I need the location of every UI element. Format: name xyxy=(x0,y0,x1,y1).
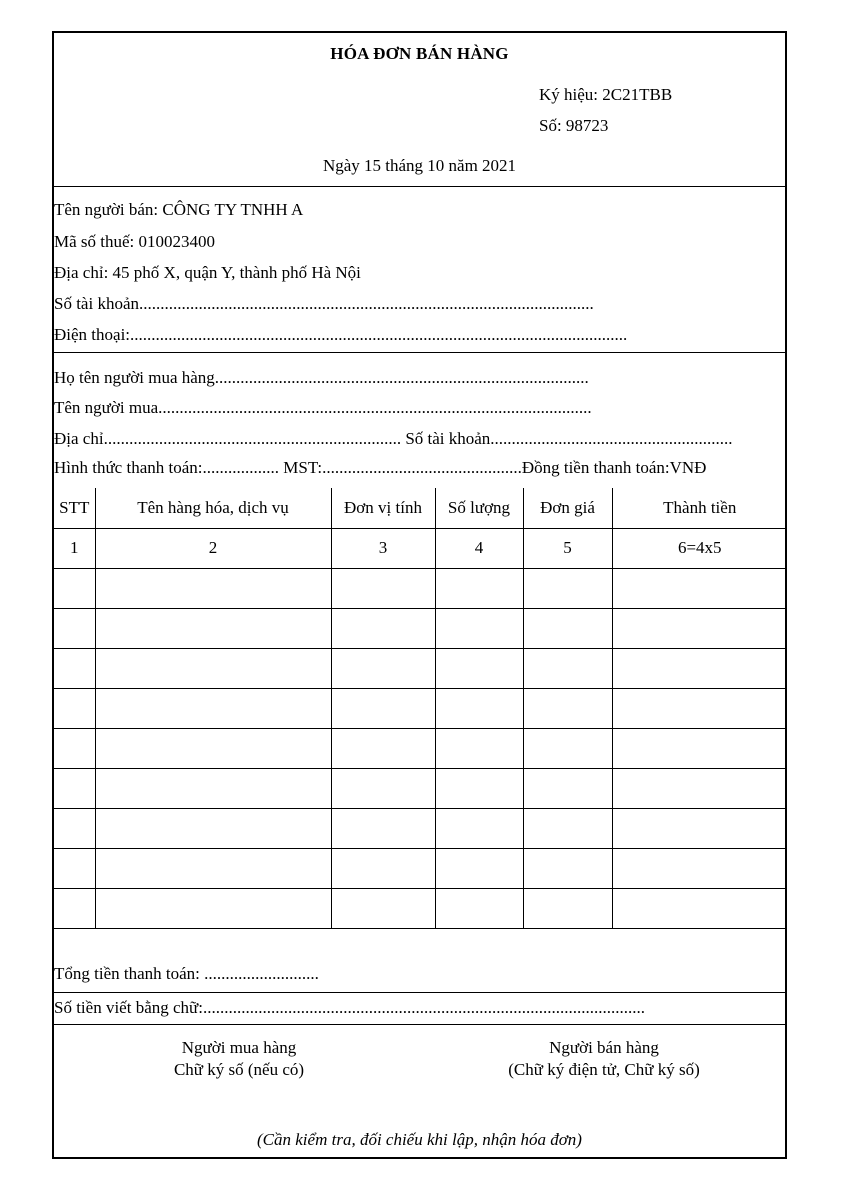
table-cell[interactable] xyxy=(612,648,787,688)
table-cell[interactable] xyxy=(435,848,523,888)
buyer-name: Tên người mua...................................................................................................... xyxy=(54,398,592,417)
seller-signature-sub: (Chữ ký điện tử, Chữ ký số) xyxy=(508,1060,700,1079)
table-cell[interactable] xyxy=(95,648,331,688)
table-cell[interactable] xyxy=(612,848,787,888)
table-row xyxy=(54,568,787,608)
column-header: Thành tiền xyxy=(612,488,787,528)
table-header-row xyxy=(54,488,787,528)
table-cell[interactable] xyxy=(523,688,612,728)
verification-note: (Cần kiểm tra, đối chiếu khi lập, nhận hóa đơn) xyxy=(257,1130,582,1149)
column-header: Đơn vị tính xyxy=(331,488,435,528)
table-cell[interactable] xyxy=(331,848,435,888)
amount-in-words: Số tiền viết bằng chữ:........................................................................................................ xyxy=(54,998,645,1017)
table-cell[interactable] xyxy=(331,648,435,688)
index-cell: 5 xyxy=(523,528,612,568)
table-index-row xyxy=(54,528,787,568)
table-cell[interactable] xyxy=(95,568,331,608)
table-cell[interactable] xyxy=(54,728,95,768)
table-cell[interactable] xyxy=(54,688,95,728)
table-row xyxy=(54,768,787,808)
table-cell[interactable] xyxy=(523,888,612,928)
table-cell[interactable] xyxy=(523,728,612,768)
table-cell[interactable] xyxy=(435,688,523,728)
table-cell[interactable] xyxy=(523,608,612,648)
invoice-form xyxy=(52,31,787,1159)
table-row xyxy=(54,888,787,928)
invoice-date: Ngày 15 tháng 10 năm 2021 xyxy=(322,156,517,175)
seller-name: Tên người bán: CÔNG TY TNHH A xyxy=(54,200,304,219)
buyer-full-name: Họ tên người mua hàng........................................................................................ xyxy=(54,368,589,387)
seller-account: Số tài khoản........................................................................................................... xyxy=(54,294,594,313)
buyer-address: Địa chỉ...................................................................... Số tài khoản......................................................... xyxy=(54,429,733,448)
seller-signature-title: Người bán hàng xyxy=(549,1038,659,1057)
table-cell[interactable] xyxy=(331,688,435,728)
table-row xyxy=(54,648,787,688)
table-cell[interactable] xyxy=(54,888,95,928)
table-cell[interactable] xyxy=(95,768,331,808)
table-cell[interactable] xyxy=(95,888,331,928)
table-cell[interactable] xyxy=(612,888,787,928)
table-cell[interactable] xyxy=(435,768,523,808)
index-cell: 3 xyxy=(331,528,435,568)
table-cell[interactable] xyxy=(95,848,331,888)
table-row xyxy=(54,608,787,648)
column-header: Số lượng xyxy=(435,488,523,528)
table-cell[interactable] xyxy=(54,848,95,888)
index-cell: 4 xyxy=(435,528,523,568)
table-row xyxy=(54,808,787,848)
invoice-symbol: Ký hiệu: 2C21TBB xyxy=(539,85,673,104)
items-table xyxy=(54,488,787,929)
table-cell[interactable] xyxy=(331,608,435,648)
table-cell[interactable] xyxy=(435,608,523,648)
buyer-signature-title: Người mua hàng xyxy=(181,1038,297,1057)
table-cell[interactable] xyxy=(331,728,435,768)
table-cell[interactable] xyxy=(95,688,331,728)
divider xyxy=(54,352,785,353)
table-cell[interactable] xyxy=(612,608,787,648)
table-cell[interactable] xyxy=(435,648,523,688)
column-header: STT xyxy=(54,488,95,528)
payment-info: Hình thức thanh toán:.................. MST:...............................................Đồng tiền thanh toán:VNĐ xyxy=(54,458,707,477)
table-cell[interactable] xyxy=(95,728,331,768)
invoice-number: Số: 98723 xyxy=(539,116,609,135)
table-cell[interactable] xyxy=(54,608,95,648)
invoice-title: HÓA ĐƠN BÁN HÀNG xyxy=(330,44,509,63)
seller-address: Địa chỉ: 45 phố X, quận Y, thành phố Hà Nội xyxy=(54,263,361,282)
table-cell[interactable] xyxy=(435,568,523,608)
table-cell[interactable] xyxy=(331,768,435,808)
column-header: Đơn giá xyxy=(523,488,612,528)
table-cell[interactable] xyxy=(523,648,612,688)
table-cell[interactable] xyxy=(435,728,523,768)
index-cell: 6=4x5 xyxy=(612,528,787,568)
seller-phone: Điện thoại:..................................................................................................................... xyxy=(54,325,628,344)
divider xyxy=(54,1024,785,1025)
divider xyxy=(54,992,785,993)
table-cell[interactable] xyxy=(435,808,523,848)
seller-signature-block xyxy=(474,1037,734,1081)
index-cell: 1 xyxy=(54,528,95,568)
table-row xyxy=(54,848,787,888)
buyer-signature-block xyxy=(134,1037,344,1081)
table-cell[interactable] xyxy=(435,888,523,928)
table-cell[interactable] xyxy=(523,808,612,848)
divider xyxy=(54,186,785,187)
table-row xyxy=(54,728,787,768)
seller-tax-code: Mã số thuế: 010023400 xyxy=(54,232,216,251)
table-cell[interactable] xyxy=(523,568,612,608)
table-cell[interactable] xyxy=(54,568,95,608)
table-cell[interactable] xyxy=(612,688,787,728)
table-cell[interactable] xyxy=(612,808,787,848)
table-cell[interactable] xyxy=(331,568,435,608)
table-cell[interactable] xyxy=(54,648,95,688)
table-cell[interactable] xyxy=(612,728,787,768)
table-cell[interactable] xyxy=(331,888,435,928)
table-cell[interactable] xyxy=(612,568,787,608)
table-cell[interactable] xyxy=(523,768,612,808)
table-cell[interactable] xyxy=(612,768,787,808)
index-cell: 2 xyxy=(95,528,331,568)
table-row xyxy=(54,688,787,728)
table-cell[interactable] xyxy=(54,808,95,848)
total-amount: Tổng tiền thanh toán: ........................... xyxy=(54,964,319,983)
table-cell[interactable] xyxy=(54,768,95,808)
buyer-signature-sub: Chữ ký số (nếu có) xyxy=(173,1060,305,1079)
table-cell[interactable] xyxy=(331,808,435,848)
table-cell[interactable] xyxy=(523,848,612,888)
column-header: Tên hàng hóa, dịch vụ xyxy=(95,488,331,528)
table-cell[interactable] xyxy=(95,608,331,648)
table-cell[interactable] xyxy=(95,808,331,848)
